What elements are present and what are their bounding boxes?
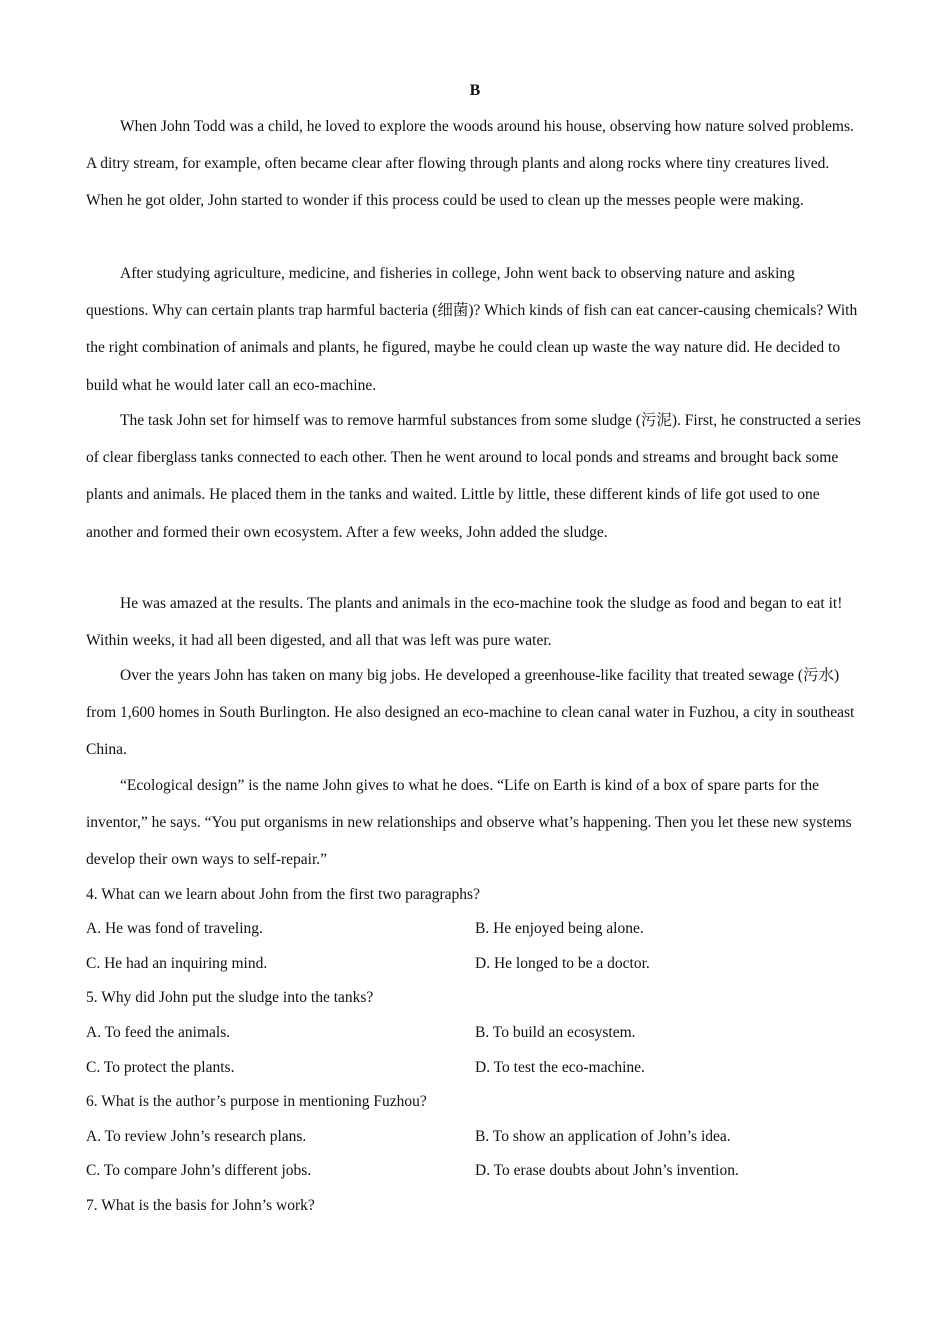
paragraph-3: The task John set for himself was to remove harmful substances from some sludge (污泥). First, he constructed a series of clear fiberglass tanks connected to each other. Then he went around to local ponds and streams and brought back some plants and animals. He placed them in the tanks and waited. Little by little, these different kinds of life got used to one another and formed their own ecosystem. After a few weeks, John added the sludge. bbox=[86, 412, 861, 541]
question-4-stem: 4. What can we learn about John from the first two paragraphs? bbox=[86, 886, 480, 903]
paragraph-1: When John Todd was a child, he loved to explore the woods around his house, observing how nature solved problems. A ditry stream, for example, often became clear after flowing through plants and along rocks where tiny creatures lived. When he got older, John started to wonder if this process could be used to clean up the messes people were making. bbox=[86, 118, 854, 210]
question-6-option-c[interactable]: C. To compare John’s different jobs. bbox=[86, 1162, 312, 1179]
question-5-stem: 5. Why did John put the sludge into the tanks? bbox=[86, 989, 374, 1006]
question-5-option-d[interactable]: D. To test the eco-machine. bbox=[475, 1059, 645, 1076]
question-4-option-d[interactable]: D. He longed to be a doctor. bbox=[475, 955, 650, 972]
question-5-option-a[interactable]: A. To feed the animals. bbox=[86, 1024, 231, 1041]
paragraph-4: He was amazed at the results. The plants and animals in the eco-machine took the sludge as food and began to eat it! Within weeks, it had all been digested, and all that was left was pure water. bbox=[86, 595, 843, 650]
question-6-option-d[interactable]: D. To erase doubts about John’s invention. bbox=[475, 1162, 739, 1179]
question-4-option-a[interactable]: A. He was fond of traveling. bbox=[86, 920, 263, 937]
paragraph-2: After studying agriculture, medicine, and fisheries in college, John went back to observing nature and asking questions. Why can certain plants trap harmful bacteria (细菌)? Which kinds of fish can eat cancer-causing chemicals? With the right combination of animals and plants, he figured, maybe he could clean up waste the way nature did. He decided to build what he would later call an eco-machine. bbox=[86, 265, 858, 394]
question-4-option-c[interactable]: C. He had an inquiring mind. bbox=[86, 955, 268, 972]
question-4-option-b[interactable]: B. He enjoyed being alone. bbox=[475, 920, 644, 937]
section-label: B bbox=[469, 82, 481, 99]
paragraph-5: Over the years John has taken on many big jobs. He developed a greenhouse-like facility that treated sewage (污水) from 1,600 homes in South Burlington. He also designed an eco-machine to clean canal water in Fuzhou, a city in southeast China. bbox=[86, 667, 855, 759]
question-6-stem: 6. What is the author’s purpose in mentioning Fuzhou? bbox=[86, 1093, 427, 1110]
question-7-stem: 7. What is the basis for John’s work? bbox=[86, 1197, 315, 1214]
question-6-option-a[interactable]: A. To review John’s research plans. bbox=[86, 1128, 307, 1145]
paragraph-6: “Ecological design” is the name John gives to what he does. “Life on Earth is kind of a box of spare parts for the inventor,” he says. “You put organisms in new relationships and observe what’s happening. Then you let these new systems develop their own ways to self-repair.” bbox=[86, 777, 852, 869]
question-5-option-b[interactable]: B. To build an ecosystem. bbox=[475, 1024, 636, 1041]
question-6-option-b[interactable]: B. To show an application of John’s idea. bbox=[475, 1128, 731, 1145]
question-5-option-c[interactable]: C. To protect the plants. bbox=[86, 1059, 235, 1076]
